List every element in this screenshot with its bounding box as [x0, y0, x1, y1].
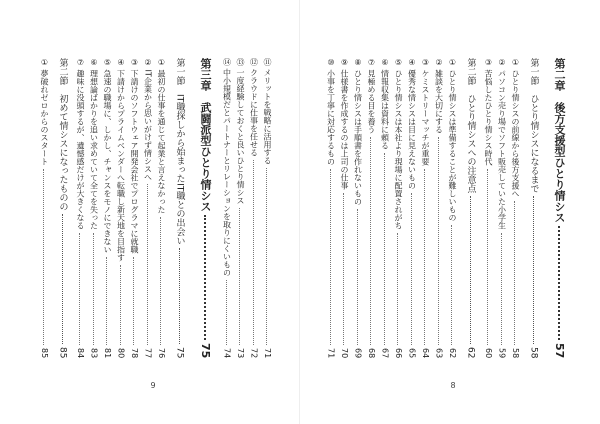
entry-title: ③ ケミストリーマッチが重要 [421, 58, 430, 166]
section-heading [528, 58, 540, 358]
leader-dots [179, 248, 182, 343]
leader-dots [160, 217, 163, 345]
page-number: 75 [199, 342, 212, 358]
page-number: 74 [222, 347, 232, 358]
toc-entry [393, 58, 403, 358]
leader-dots [411, 193, 414, 345]
left-folio: 9 [150, 381, 156, 390]
leader-dots [558, 226, 562, 340]
entry-title: ② 雑談を大切にする [434, 58, 444, 134]
page-number: 81 [103, 347, 112, 358]
toc-entry [235, 58, 245, 358]
page-number: 85 [40, 347, 49, 358]
entry-title: ① ひとり情シスの前線から後方支援へ [511, 58, 520, 198]
leader-dots [43, 169, 46, 345]
entry-title: ⑧ ひとり情シスは手順書を作れないもの [353, 58, 363, 206]
toc-entry [326, 58, 336, 358]
section-heading [174, 58, 186, 358]
section-heading [465, 58, 477, 358]
section-title: 第二節 ひとり情シスへの注意点 [465, 58, 476, 193]
page-number: 59 [497, 347, 507, 358]
chapter-heading [552, 58, 566, 358]
entry-title: ③ 苦悩したひとり情シス時代 [484, 58, 493, 166]
leader-dots [384, 153, 387, 345]
leader-dots [357, 209, 360, 345]
page-number: 57 [553, 342, 566, 358]
toc-entry [447, 58, 457, 358]
leader-dots [343, 193, 346, 345]
entry-title: ⑥ 情報収集は資料に頼る [380, 58, 390, 150]
leader-dots [451, 225, 454, 345]
toc-entry [89, 58, 99, 358]
page-number: 69 [353, 347, 363, 358]
toc-entry [407, 58, 417, 358]
page-number: 78 [130, 347, 139, 358]
toc-entry [434, 58, 444, 358]
page-number: 76 [157, 347, 166, 358]
page-number: 80 [116, 347, 126, 358]
page-number: 83 [89, 347, 99, 358]
entry-title: ⑬ 一度経験しておくと良いひとり情シス [236, 58, 245, 205]
entry-title: ⑭ 中小規模だとパートナーとリレーションを取りにくいもの [222, 58, 232, 277]
entry-title: ① 最初の仕事を通じて起業と言えなかった [157, 58, 166, 214]
page-number: 67 [380, 347, 390, 358]
entry-title: ④ 下請けからプライムベンダーへ転職し新天地を目指す [116, 58, 126, 262]
toc-entry [510, 58, 520, 358]
leader-dots [330, 169, 333, 345]
right-folio: 8 [450, 381, 456, 390]
toc-entry [116, 58, 126, 358]
entry-title: ⑦ 趣味に没頭するが、遺憾感だけが大きくなる [76, 58, 85, 230]
leader-dots [253, 160, 256, 345]
leader-dots [266, 168, 269, 345]
leader-dots [62, 214, 65, 344]
entry-title: ⑩ 小事を丁寧に対応するもの [326, 58, 336, 166]
section-title: 第二節 初めて情シスになったものの [57, 58, 68, 211]
page-number: 75 [174, 346, 185, 358]
leader-dots [470, 196, 473, 344]
entry-title: ⑥ 理想論ばかりを追い求めていて全てを失った [89, 58, 99, 230]
page-number: 63 [434, 347, 444, 358]
toc-entry [249, 58, 259, 358]
entry-title: ⑤ ひとり情シスは本社より現場に配置されがち [394, 58, 403, 230]
page-number: 64 [421, 347, 430, 358]
toc-entry [380, 58, 390, 358]
leader-dots [93, 233, 96, 345]
page-number: 62 [465, 346, 476, 358]
entry-title: ① ひとり情シスは準備することが難しいもの [448, 58, 457, 222]
toc-entry [262, 58, 272, 358]
chapter-title: 第三章 武闘派型ひとり情シス [199, 58, 212, 212]
page-number: 62 [448, 347, 457, 358]
leader-dots [79, 233, 82, 345]
entry-title: ④ 優秀な情シスは目に見えないもの [407, 58, 417, 190]
page-number: 66 [394, 347, 403, 358]
leader-dots [397, 233, 400, 345]
entry-title: ⑪ メリットを戦略に活用する [263, 58, 272, 165]
page-number: 84 [76, 347, 85, 358]
leader-dots [487, 169, 490, 345]
page-number: 73 [236, 347, 245, 358]
entry-title: ② パソコン売り場でソフト販売していた小学生 [497, 58, 507, 230]
page-number: 60 [484, 347, 493, 358]
entry-title: ⑦ 見極める目を養う [367, 58, 376, 134]
toc-entry [129, 58, 139, 358]
entry-title: ⑤ 急速の職場に、しかし、チャンスをモノにできない [103, 58, 112, 254]
toc-entry [353, 58, 363, 358]
toc-entry [366, 58, 376, 358]
leader-dots [514, 201, 517, 345]
page-number: 72 [249, 347, 259, 358]
leader-dots [204, 215, 208, 340]
section-heading [57, 58, 69, 358]
leader-dots [133, 257, 136, 345]
page-number: 77 [143, 347, 153, 358]
leader-dots [533, 196, 536, 344]
leader-dots [438, 137, 441, 345]
toc-entry [39, 58, 49, 358]
page-number: 68 [367, 347, 376, 358]
section-title: 第一節 ひとり情シスになるまで [528, 58, 539, 193]
leader-dots [147, 184, 150, 345]
page-number: 71 [326, 347, 336, 358]
leader-dots [239, 208, 242, 345]
chapter-heading [198, 58, 212, 358]
leader-dots [370, 137, 373, 345]
section-title: 第一節 IT職探しから始まったIT職との出会い [174, 58, 185, 246]
page-number: 85 [57, 346, 68, 358]
chapter-title: 第二章 後方支援型ひとり情シス [553, 58, 566, 223]
entry-title: ⑨ 仕様書を作成するのは上司の仕事 [340, 58, 349, 190]
page-number: 70 [340, 347, 349, 358]
leader-dots [226, 280, 229, 345]
entry-title: ③ 下請けのソフトウェア開発会社でプログラマに就職 [130, 58, 139, 254]
toc-entry [339, 58, 349, 358]
page-number: 65 [407, 347, 417, 358]
page-number: 58 [511, 347, 520, 358]
toc-entry [156, 58, 166, 358]
leader-dots [424, 169, 427, 345]
page-number: 58 [528, 346, 539, 358]
toc-entry [497, 58, 507, 358]
leader-dots [106, 257, 109, 345]
page-number: 71 [263, 347, 272, 358]
entry-title: ② IT企業から思いがけず情シスへ [143, 58, 153, 181]
entry-title: ① 夢破れゼロからのスタート [40, 58, 49, 166]
leader-dots [501, 233, 504, 345]
entry-title: ⑫ クラウドに仕事を任せる [249, 58, 259, 157]
toc-entry [75, 58, 85, 358]
toc-entry [222, 58, 232, 358]
toc-entry [143, 58, 153, 358]
toc-entry [483, 58, 493, 358]
toc-entry [420, 58, 430, 358]
toc-entry [102, 58, 112, 358]
leader-dots [120, 265, 123, 345]
right-page [300, 0, 600, 424]
